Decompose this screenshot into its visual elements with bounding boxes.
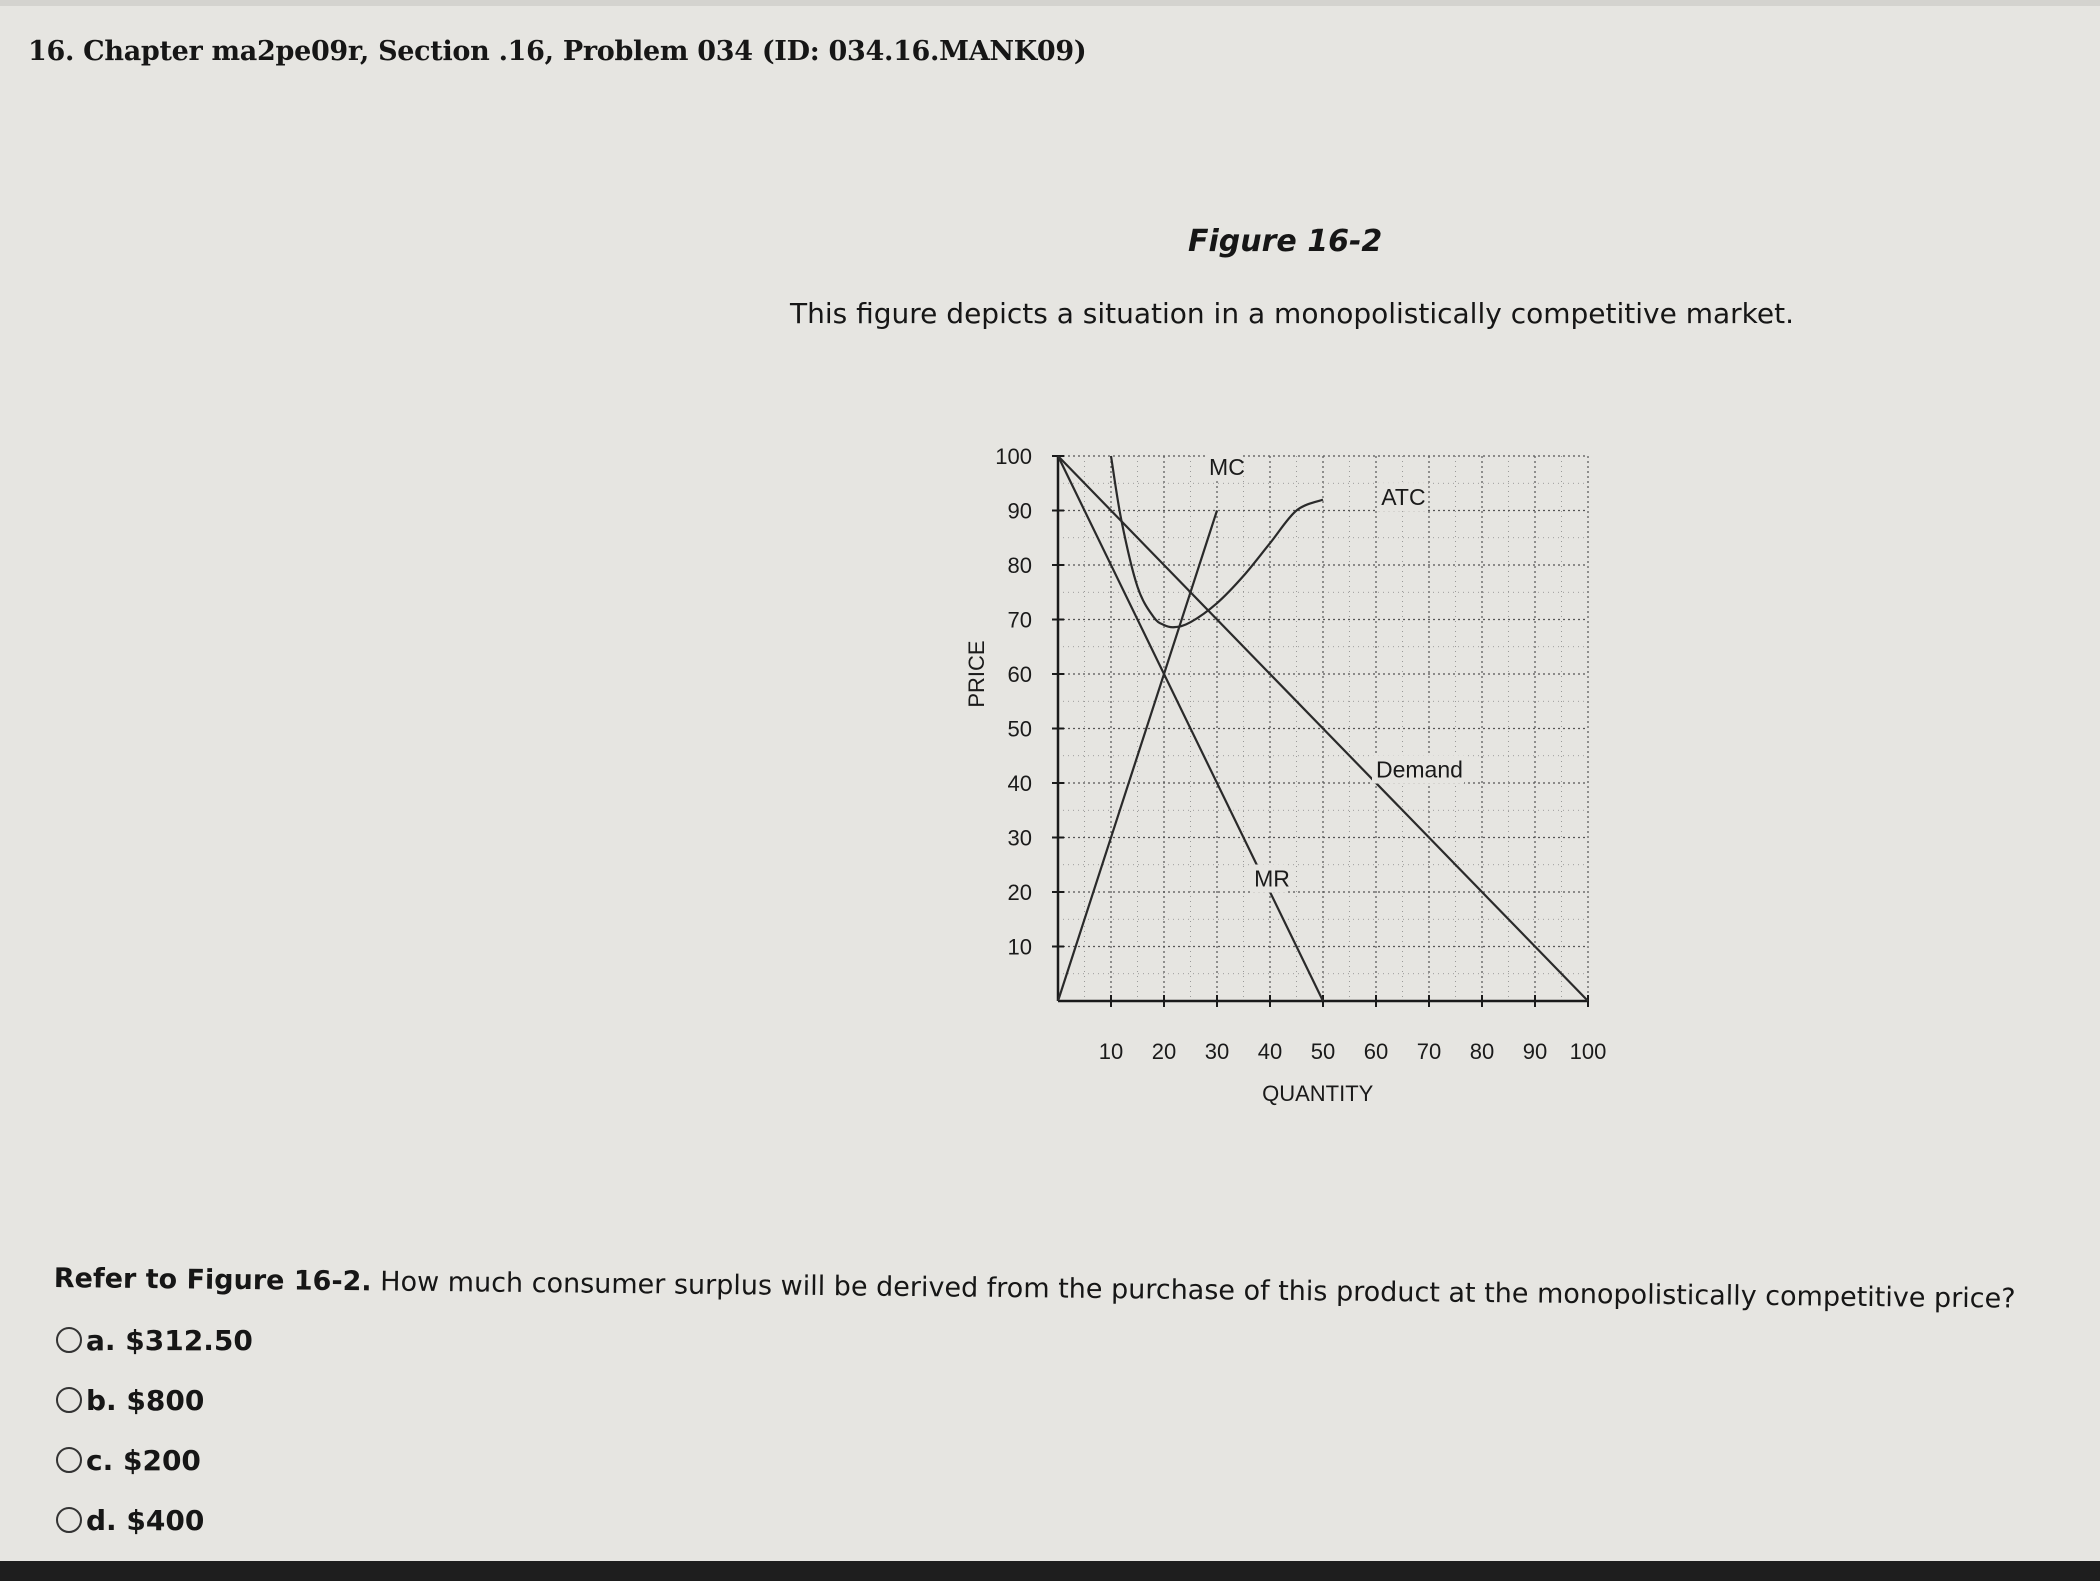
problem-title: 16. Chapter ma2pe09r, Section .16, Problem 034 (ID: 034.16.MANK09) [28,36,1087,67]
x-tick-label: 70 [1416,1039,1442,1064]
x-tick-label: 40 [1257,1039,1283,1064]
top-border [0,0,2100,6]
chart-container [950,420,1650,1120]
y-tick-label: 10 [1007,934,1032,960]
option-label: a. $312.50 [86,1323,253,1357]
figure-caption: This figure depicts a situation in a monopolistically competitive market. [790,297,1794,330]
x-tick-label: 10 [1098,1039,1124,1064]
question-text [54,1263,2016,1315]
y-tick-label: 30 [1007,825,1032,851]
y-tick-label: 70 [1007,607,1032,633]
x-tick-label: 30 [1204,1039,1230,1064]
y-tick-label: 60 [1007,662,1032,687]
radio-button-icon[interactable] [56,1327,82,1353]
demand-label: Demand [1376,756,1463,783]
y-tick-label: 80 [1007,553,1032,578]
y-axis-title: PRICE [964,640,989,708]
question-figure-ref: Refer to Figure 16-2. [53,1263,372,1298]
x-tick-label: 90 [1522,1039,1548,1064]
y-tick-label: 40 [1007,771,1032,796]
option-a[interactable] [56,1310,253,1370]
x-tick-label: 100 [1569,1039,1607,1064]
x-tick-label: 50 [1310,1039,1336,1064]
x-tick-label: 60 [1363,1039,1389,1064]
option-c[interactable] [56,1430,253,1490]
question-body: How much consumer surplus will be derived from the purchase of this product at the monopolistically competitive price? [380,1266,2016,1315]
y-tick-label: 90 [1007,498,1032,524]
atc-label: ATC [1381,484,1426,511]
bottom-bar [0,1561,2100,1581]
mc-label: MC [1209,454,1245,481]
figure-title: Figure 16-2 [1188,224,1383,259]
x-tick-label: 80 [1469,1039,1495,1064]
option-label: d. $400 [86,1503,205,1537]
option-d[interactable] [56,1490,253,1550]
option-b[interactable] [56,1370,253,1430]
chart-svg [950,420,1650,1120]
y-tick-label: 100 [995,444,1032,469]
x-tick-label: 20 [1151,1039,1177,1064]
answer-options [56,1310,253,1550]
option-label: b. $800 [86,1383,205,1417]
mr-label: MR [1254,865,1290,892]
radio-button-icon[interactable] [56,1447,82,1473]
option-label: c. $200 [86,1443,201,1477]
y-tick-label: 20 [1007,880,1032,905]
y-tick-label: 50 [1007,716,1032,742]
radio-button-icon[interactable] [56,1507,82,1533]
x-axis-title: QUANTITY [1262,1081,1374,1106]
radio-button-icon[interactable] [56,1387,82,1413]
